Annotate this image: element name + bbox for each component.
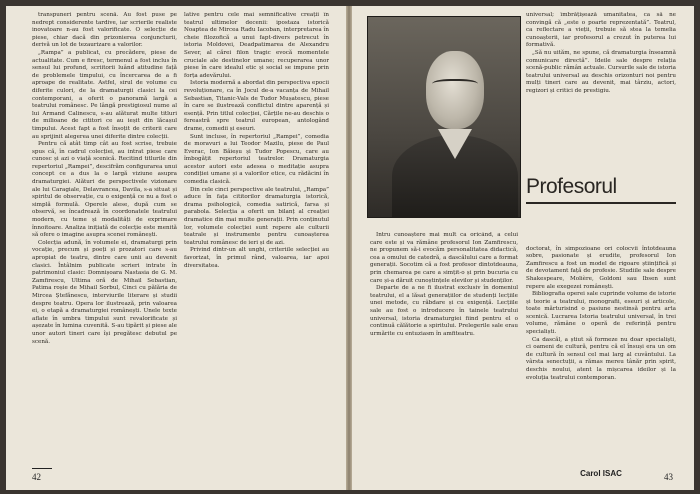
paragraph: Colecția adună, în volumele ei, dramaturgi prin vocație, precum și poeți și prozatori care s-au apropiat de teatru, dintre care unii au devenit clasici. Întâlnim publicate scrieri intrate în patrimoniul clasic: Domnișoara Nastasia de G. M. Zamfirescu, Ultima oră de Mihail Sebastian, Patima roșie de Mihail Sorbul, Cinci cu pălăria de Mircea Ștefănescu, interviurile literare și studii despre teatru. Opera lor ilustrează, prin valoarea ei, o etapă a dramaturgiei românești. Unele texte aflate în umbra timpului sunt revalorificate și așezate în lumina cuvenită. S-au tipărit și piese ale unor autori tineri care își pregătesc debutul pe scenă. xyxy=(32,239,177,345)
article-title: Profesorul xyxy=(526,175,617,198)
paragraph: „Să nu uităm, ne spune, că dramaturgia înseamnă comunicare directă”. Ideile sale despre relația scenă-public rămân actuale. Cursurile sale de istoria teatrului universal au deschis orizonturi noi pentru mulți tineri care au devenit, mai târziu, actori, regizori și critici de prestigiu. xyxy=(526,49,676,94)
left-page xyxy=(6,6,347,490)
right-column-1 xyxy=(370,232,518,468)
portrait-glasses xyxy=(432,79,478,91)
paragraph: Privind dintr-un alt unghi, criteriile selecției au favorizat, în primul rând, valoarea, iar apoi diversitatea. xyxy=(184,247,329,269)
paragraph: Bibliografia operei sale cuprinde volume de istorie și teorie a teatrului, monografii, eseuri și articole, toate mărturisind o pasiune nestinsă pentru arta scenică. Lucrarea Istoria teatrului universal, în trei volume, rămâne o operă de referință pentru specialiști. xyxy=(526,291,676,336)
title-underline xyxy=(526,202,676,204)
footer-rule xyxy=(32,468,52,469)
paragraph: Departe de a ne fi ilustrat exclusiv în domeniul teatrului, el a lăsat generațiilor de studenți lecțiile unei metode, cu răbdare și cu exigență. Lecțiile sale au fost o introducere în tainele teatrului universal, istoria dramaturgiei fiind pentru el o continuă călătorie a spiritului. Prelegerile sale erau urmărite cu entuziasm în amfiteatru. xyxy=(370,285,518,337)
right-page xyxy=(352,6,694,490)
paragraph: Sunt incluse, în repertoriul „Rampei”, comedia de moravuri a lui Teodor Mazilu, piese de Paul Everac, Ion Băieșu și Tudor Popescu, care au îmbogățit repertoriul teatrelor. Dramaturgia acestor autori este adesea o meditație asupra condiției umane și a valorilor etice, cu rădăcini în comedia clasică. xyxy=(184,133,329,186)
paragraph: „Rampa” a publicat, cu precădere, piese de actualitate. Cum e firesc, termenul a fost inclus în sensul lui profund, scriitorii luând atitudine față de problemele timpului, cu încercarea de a fi aproape de realitate. Astfel, sirul de volume cu diferite culori, de la dramaturgii clasici la cei contemporani, a oferit o panoramă largă a teatrului românesc. Pe lângă prestigiosul nume al lui Armand Calinescu, s-au alăturat multe titluri de milioane de cititori ce au ieșit din lăcașul timpului. Acest fapt a fost însoțit de criterii care au sprijinit alegerea unei diferite dintre colecții. xyxy=(32,49,177,140)
paragraph: transpuneri pentru scenă. Au fost puse pe nedrept considerente tardive, iar scrierile realiste inovatoare n-au fost valorificate. O selecție de piese, chiar dacă din prizonierea conjuncturii, derivă un lot de tezaurizare a valorilor. xyxy=(32,12,177,49)
page-number-left: 42 xyxy=(32,472,41,482)
page-number-right: 43 xyxy=(664,472,673,482)
author-portrait-photo xyxy=(367,16,521,218)
paragraph: Pentru că atât timp cât au fost scrise, trebuie spus că, în cadrul colecției, au intrat piese care cunosc și azi o viață scenică. Recitind titlurile din repertoriul „Rampei”, descifrăm configurarea unui concept ce a dus la o largă viziune asupra dramaturgiei. Alături de perspectivele vizionare ale lui Caragiale, Delavrancea, Davila, s-a situat și spiritul de observație, cu o exigență ce nu a fost o simplă formulă. Operele alese, după cum se observă, se încadrează în coordonatele teatrului modern, cu teme și modalități de exprimare înnoitoare. Analiza inițiată de colecție este menită să ofere o imagine asupra scenei românești. xyxy=(32,141,177,239)
paragraph: Ca dascăl, a știut să formeze nu doar specialiști, ci oameni de cultură, pentru că el însuși era un om de cultură în sensul cel mai larg al cuvântului. La vârsta senectuții, a rămas mereu tânăr prin spirit, deschis noului, atent la mișcarea ideilor și la evoluția teatrului contemporan. xyxy=(526,336,676,381)
right-column-2 xyxy=(526,12,676,468)
paragraph: universal; îmbrățișează umanitatea, ca să ne convingă că „este o poarte reprezentată”. Teatrul, ca reflectare a vieții, trebuie să stea la temelia cunoașterii, iar profesorul a crezut în puterea lui formativă. xyxy=(526,12,676,49)
paragraph: Istoria modernă a abordat din perspectiva epocii revoluționare, ca în Jocul de-a vacanța de Mihail Sebastian, Titanic-Vals de Tudor Mușatescu, piese în care se ilustrează conflictul dintre aparență și esență. Prin titlul colecției, Cărțile ne-au deschis o fereastră spre teatrul european, antologând drame, comedii și eseuri. xyxy=(184,80,329,132)
author-signature: Carol ISAC xyxy=(580,469,622,478)
paragraph: Întru cunoaștere mai mult ca oricând, a celui care este și va rămâne profesorul Ion Zamfirescu, ne propunem să-i evocăm personalitatea didactică, cea a omului de catedră, a dascălului care a format generații. Socotim că a fost profesor dintotdeauna, prin chemarea pe care a simțit-o și prin bucuria cu care și-a dăruit cunoștințele elevilor și studenților. xyxy=(370,232,518,284)
paragraph: doctorat, în simpozioane ori colocvii întotdeauna sobre, pasionate și erudite, profesorul Ion Zamfirescu a fost un model de rigoare științifică și de devotament față de profesie. Studiile sale despre Shakespeare, Molière, Goldoni sau Ibsen sunt repere ale exegezei românești. xyxy=(526,245,676,290)
paragraph: Din cele cinci perspective ale teatrului, „Rampa” aduce în fața cititorilor dramaturgia istorică, drama psihologică, comedia satirică, farsa și parabola. Selecția a oferit un bilanț al creației dramatice din mai multe generații. Prin conținutul lor, volumele colecției sunt repere ale culturii teatrale și instrumente pentru cunoașterea teatrului românesc de ieri și de azi. xyxy=(184,186,329,246)
title-spacer xyxy=(526,96,676,246)
paragraph: lative pentru cele mai semnificative creații în teatrul ultimelor decenii: ipostaza istorică Noaptea de Mircea Radu Iacoban, interpretarea în cheie filozofică a unui fapt-divers petrecut în istoria Moldovei, Deadpatimarea de Alexandru Sever, al cărei filon tragic evocă momentele cruciale ale destinelor umane; recuperarea unor piese în care idealul etic și social se impune prin forța adevărului. xyxy=(184,12,329,79)
left-column-1 xyxy=(32,12,177,468)
left-column-2 xyxy=(184,12,329,468)
